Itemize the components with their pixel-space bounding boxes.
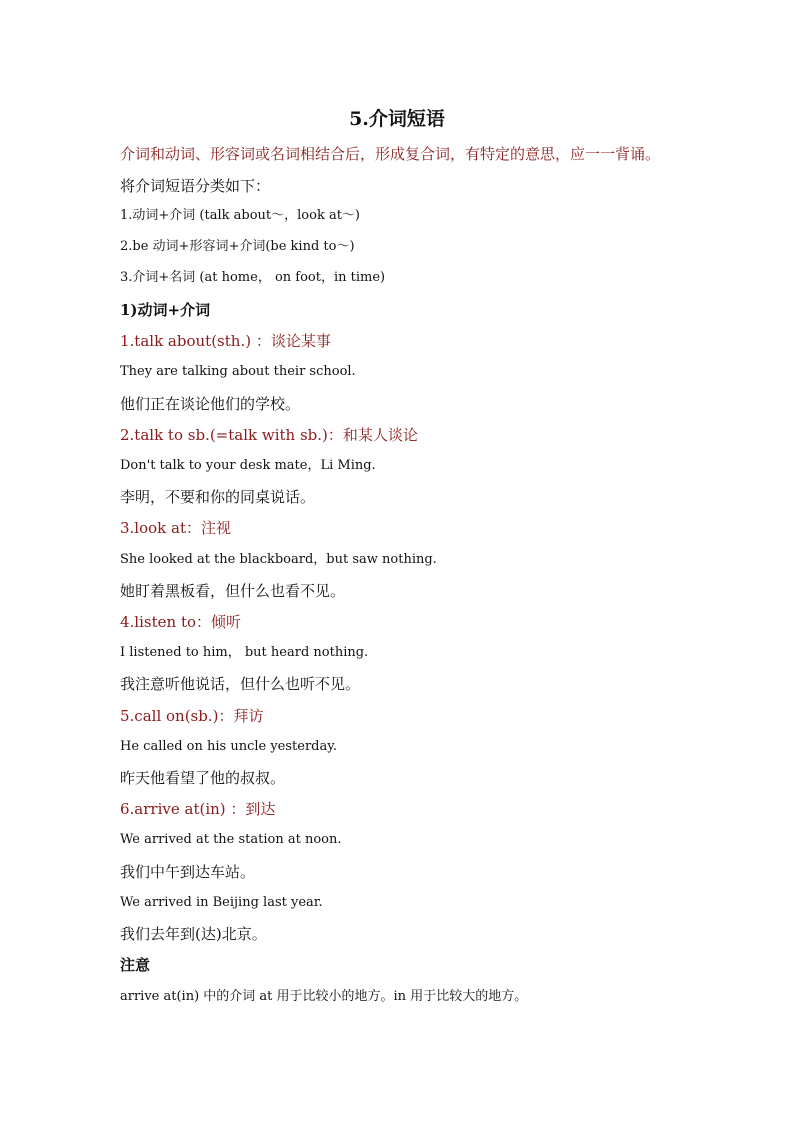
example-translation: 李明，不要和你的同桌说话。: [120, 488, 316, 506]
example-sentence: He called on his uncle yesterday.: [120, 739, 337, 754]
note-heading: 注意: [120, 956, 151, 974]
entry-head: 6.arrive at(in) ：到达: [120, 800, 276, 818]
example-sentence: We arrived in Beijing last year.: [120, 895, 323, 910]
category-item: 3.介词+名词 (at home， on foot，in time): [120, 270, 386, 285]
category-item: 2.be 动词+形容词+介词(be kind to～): [120, 239, 355, 254]
example-sentence: They are talking about their school.: [120, 364, 356, 379]
example-sentence: She looked at the blackboard，but saw nothing.: [120, 552, 437, 567]
entry-head: 4.listen to：倾听: [120, 613, 241, 631]
page-title: 5.介词短语: [349, 108, 445, 130]
category-item: 1.动词+介词 (talk about～，look at～): [120, 208, 361, 223]
classify-text: 将介词短语分类如下：: [120, 177, 271, 195]
example-translation: 他们正在谈论他们的学校。: [120, 395, 301, 413]
entry-head: 3.look at：注视: [120, 519, 231, 537]
example-translation: 我们去年到(达)北京。: [120, 925, 267, 943]
intro-text: 介词和动词、形容词或名词相结合后，形成复合词，有特定的意思，应一一背诵。: [120, 145, 661, 163]
example-translation: 她盯着黑板看，但什么也看不见。: [120, 582, 346, 600]
example-sentence: Don't talk to your desk mate，Li Ming.: [120, 458, 376, 473]
entry-head: 1.talk about(sth.) ：谈论某事: [120, 332, 331, 350]
entry-head: 5.call on(sb.)：拜访: [120, 707, 264, 725]
example-translation: 昨天他看望了他的叔叔。: [120, 769, 286, 787]
entry-head: 2.talk to sb.(=talk with sb.)：和某人谈论: [120, 426, 418, 444]
section-heading: 1)动词+介词: [120, 301, 211, 319]
example-translation: 我注意听他说话，但什么也听不见。: [120, 675, 361, 693]
example-sentence: We arrived at the station at noon.: [120, 832, 342, 847]
example-sentence: I listened to him， but heard nothing.: [120, 645, 369, 660]
example-translation: 我们中午到达车站。: [120, 863, 256, 881]
note-text: arrive at(in) 中的介词 at 用于比较小的地方。in 用于比较大的地方。: [120, 989, 528, 1004]
